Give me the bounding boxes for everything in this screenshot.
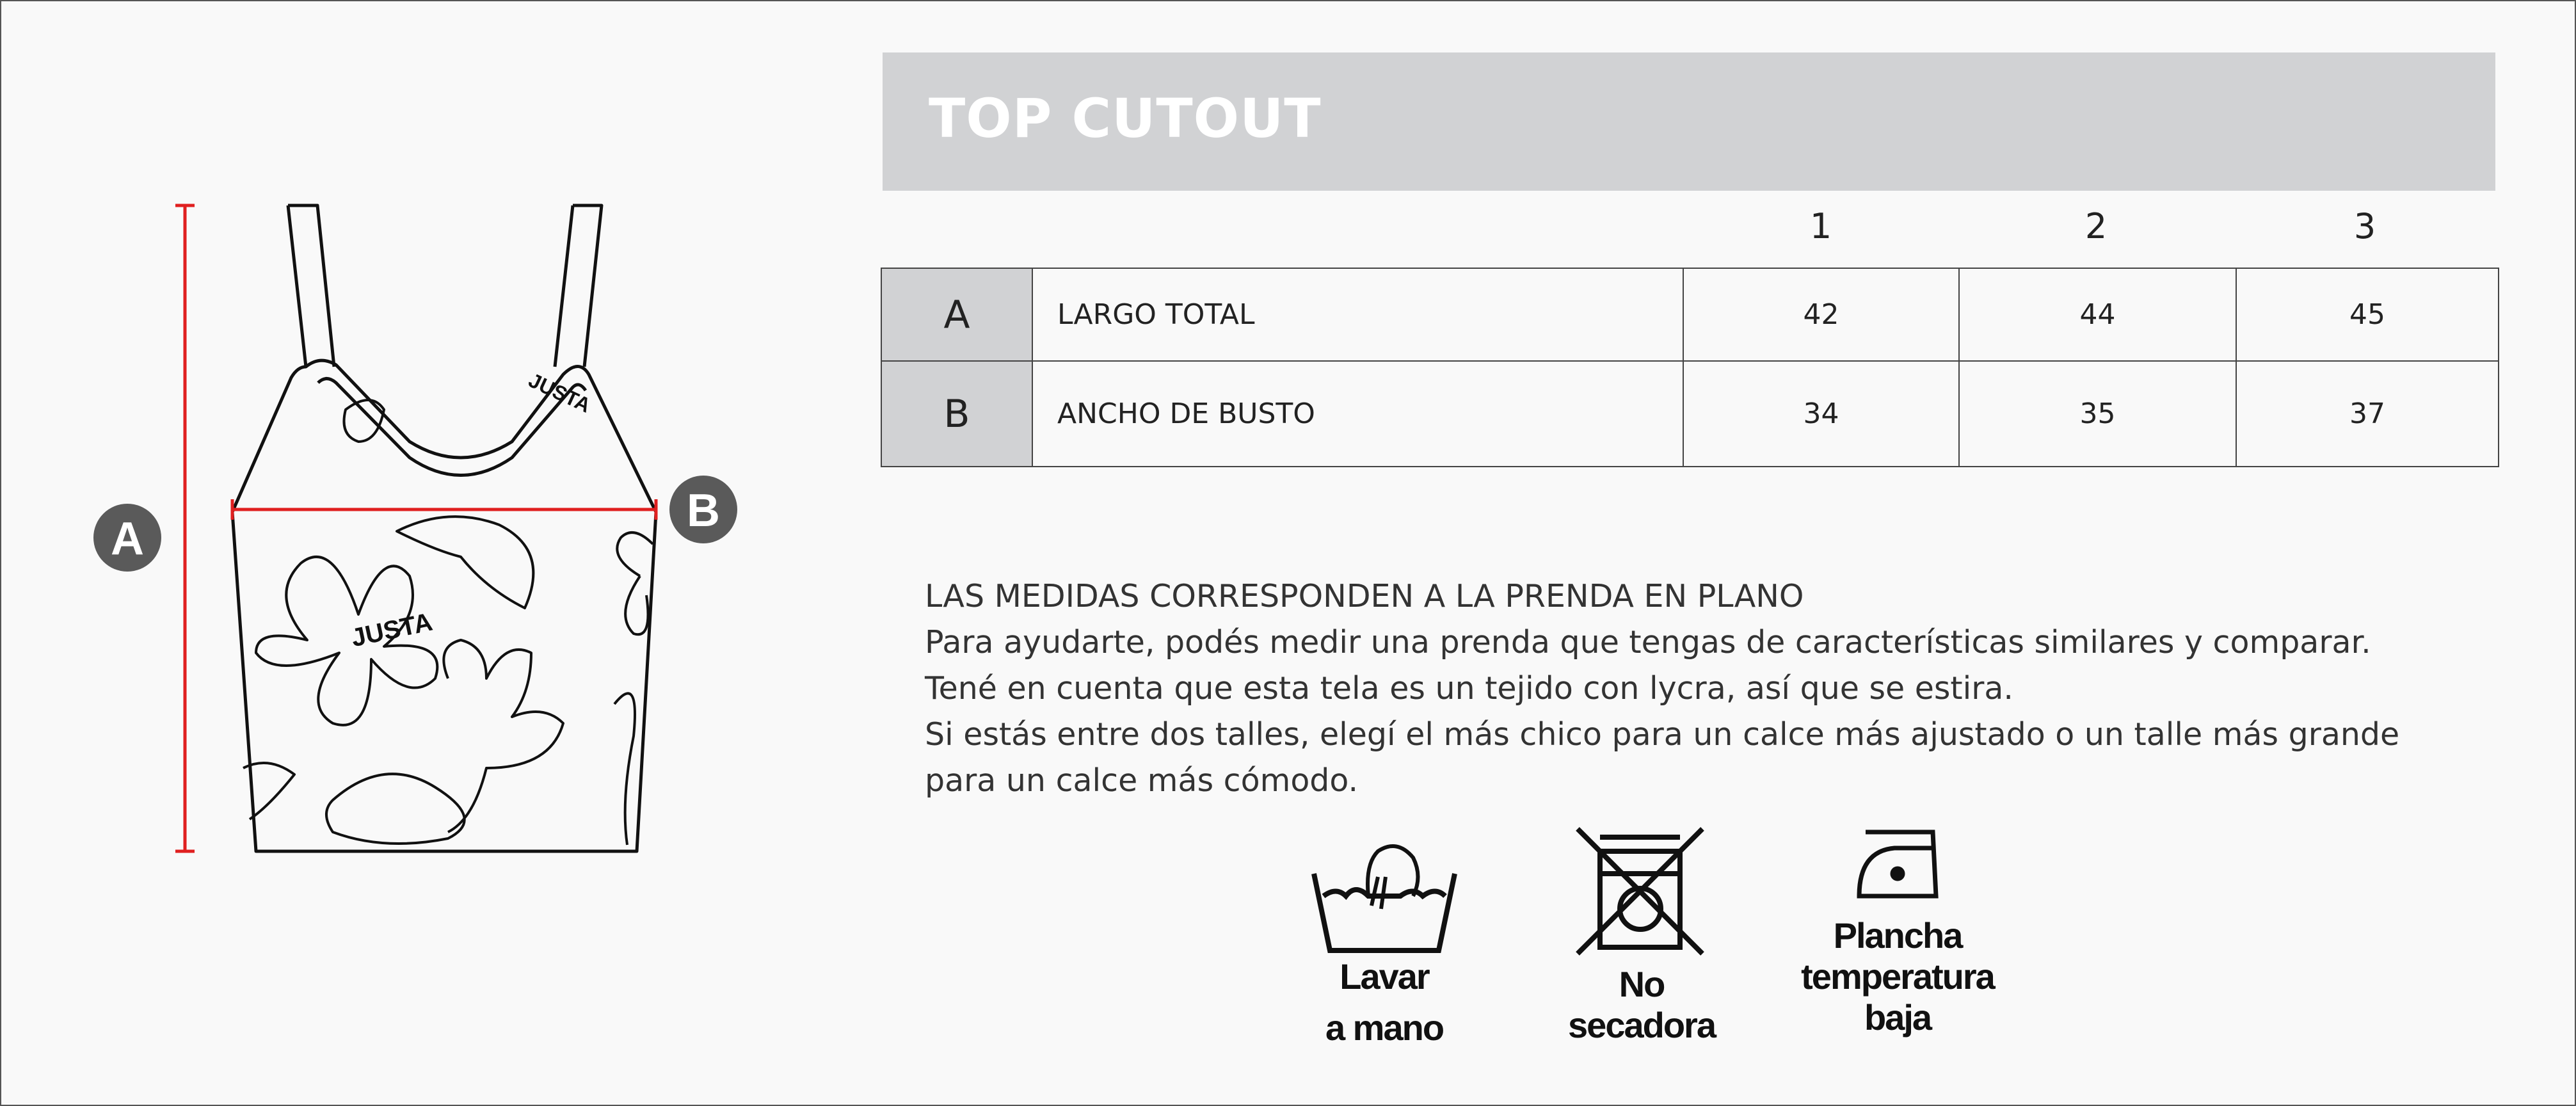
row-key: A [881,268,1032,361]
print-logo-text: JUSTA [525,368,595,417]
iron-low-icon [1853,826,1942,902]
cell-value: 37 [2236,361,2499,467]
note-heading: LAS MEDIDAS CORRESPONDEN A LA PRENDA EN PLANO [925,578,1804,614]
left-strap [288,205,334,367]
care-label: Lavar [1340,956,1429,997]
marker-a-label: A [111,513,144,565]
cell-value: 45 [2236,268,2499,361]
care-label: temperatura [1801,956,1994,997]
care-label: No [1619,964,1665,1004]
page-title: TOP CUTOUT [929,87,1322,150]
size-header-1: 1 [1809,206,1832,246]
no-tumble-dry-icon [1571,826,1712,960]
garment-diagram [0,0,832,896]
cell-value: 35 [1959,361,2236,467]
note-line: Si estás entre dos talles, elegí el más chico para un calce más ajustado o un talle más grande para un calce más cómodo. [925,716,2400,799]
size-header-3: 3 [2353,206,2376,246]
print-logo-text: JUSTA [348,607,435,653]
table-row [881,361,2499,467]
row-label: ANCHO DE BUSTO [1032,361,1683,467]
cell-value: 34 [1683,361,1959,467]
measure-line-a [175,205,195,851]
care-iron-low [1789,826,2006,1038]
floral-print [243,400,653,845]
table-row [881,268,2499,361]
note-line: Tené en cuenta que esta tela es un tejido con lycra, así que se estira. [925,670,2014,707]
garment-outline [232,360,656,851]
note-line: Para ayudarte, podés medir una prenda que tengas de características similares y comparar. [925,624,2371,661]
cell-value: 42 [1683,268,1959,361]
size-header-2: 2 [2084,206,2108,246]
cell-value: 44 [1959,268,2236,361]
care-no-dryer [1533,826,1750,1046]
row-label: LARGO TOTAL [1032,268,1683,361]
row-key: B [881,361,1032,467]
top-garment-drawing [232,205,656,851]
care-label: baja [1864,997,1932,1038]
size-table [881,268,2499,467]
care-label: Plancha [1833,915,1962,956]
title-banner [883,52,2495,191]
right-strap [555,205,602,367]
care-label: secadora [1568,1005,1715,1045]
care-label: a mano [1325,1007,1444,1048]
care-hand-wash [1276,826,1493,1048]
marker-b-label: B [687,485,720,536]
measurement-notes [925,573,2461,804]
hand-wash-icon [1308,826,1461,954]
